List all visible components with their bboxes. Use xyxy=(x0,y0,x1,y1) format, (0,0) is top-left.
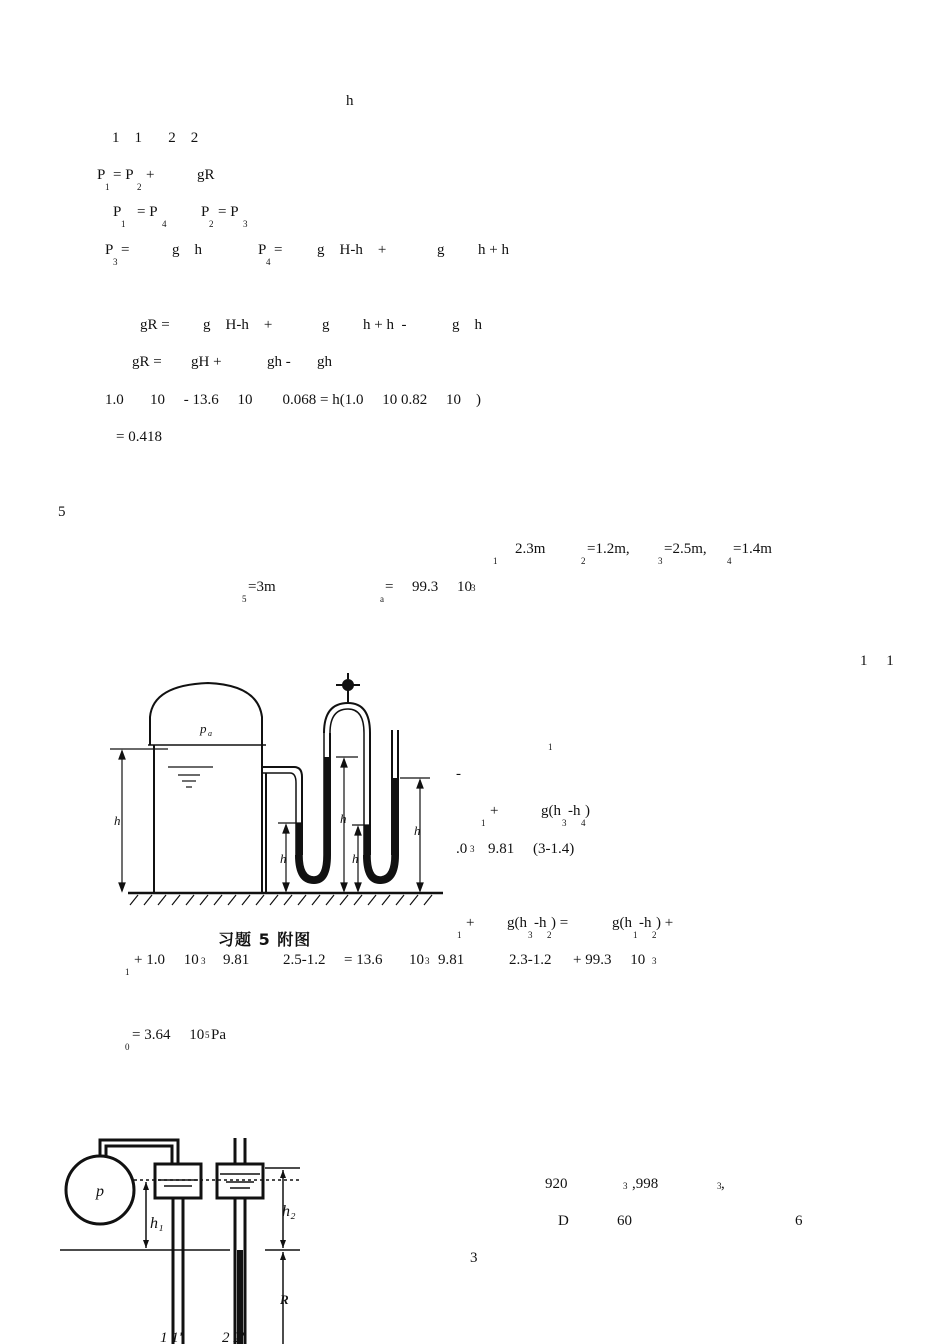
eq2-eq1: = P xyxy=(137,204,158,220)
sub: 1 xyxy=(633,930,638,940)
eq1-p: P xyxy=(97,167,106,183)
eq1-eq: = P xyxy=(113,167,134,183)
eq5-gh3: gh xyxy=(317,354,332,370)
eq5-gr: gR = xyxy=(132,354,162,370)
eq-p6-b: 9.81 (3-1.4) xyxy=(488,841,575,857)
given-sub: 3 xyxy=(658,556,663,566)
dim-60: 60 xyxy=(617,1213,632,1229)
label-h4: h xyxy=(280,851,287,866)
given-h3: =2.5m, xyxy=(664,541,707,557)
eq1-gr: gR xyxy=(197,167,215,183)
eq5-gh: gH + xyxy=(191,354,222,370)
eq-p7-g: g(h xyxy=(507,915,527,931)
eq2-sub: 4 xyxy=(162,219,167,229)
eq3-eq: = xyxy=(121,242,130,258)
eq-dash: - xyxy=(456,766,461,782)
given-sub: 1 xyxy=(493,556,498,566)
sup: 3 xyxy=(623,1181,628,1191)
given-pa: 99.3 10 xyxy=(412,579,472,595)
given-sub: a xyxy=(380,594,384,604)
eq-p7-h2: -h xyxy=(639,915,652,931)
label-h3: h xyxy=(340,811,347,826)
svg-text:a: a xyxy=(208,729,212,738)
eq1-sub: 1 xyxy=(105,182,110,192)
eq-p7-eq: ) = xyxy=(551,915,569,931)
eq-n2: 9.81 xyxy=(223,952,250,968)
eq-n3: 2.5-1.2 xyxy=(283,952,326,968)
label-h1: h₁ xyxy=(150,1215,164,1232)
eq2-sub: 1 xyxy=(121,219,126,229)
section-11: 1 1 xyxy=(860,653,894,669)
label-22: 2 2' xyxy=(222,1330,244,1344)
eq-final-unit: Pa xyxy=(211,1027,226,1043)
eq-p5-g: g(h xyxy=(541,803,561,819)
label-h1: h xyxy=(414,823,421,838)
eq3-p4: P xyxy=(258,242,267,258)
label-pa: p xyxy=(200,721,207,736)
density-920: 920 xyxy=(545,1176,568,1192)
given-sub: 2 xyxy=(581,556,586,566)
text-h: h xyxy=(346,93,354,109)
eq-p7-h: -h xyxy=(534,915,547,931)
dim-D: D xyxy=(558,1213,569,1229)
given-pa-eq: = xyxy=(385,579,394,595)
given-sub: 4 xyxy=(727,556,732,566)
eq-n8: + 99.3 10 xyxy=(573,952,646,968)
eq-p7-plus2: ) + xyxy=(656,915,674,931)
sup: 3 xyxy=(652,956,657,966)
eq-p7-g2: g(h xyxy=(612,915,632,931)
dim-6: 6 xyxy=(795,1213,803,1229)
eq4-gr: gR = xyxy=(140,317,170,333)
eq-p5-close: ) xyxy=(585,803,590,819)
label-R: R xyxy=(280,1292,289,1307)
sub: 0 xyxy=(125,1042,130,1052)
sub: 2 xyxy=(652,930,657,940)
problem-number: 5 xyxy=(58,504,66,520)
density-comma: , xyxy=(721,1176,725,1192)
given-h1: 2.3m xyxy=(515,541,546,557)
eq1-sub: 2 xyxy=(137,182,142,192)
sub: 1 xyxy=(548,742,553,752)
eq2-p2: P xyxy=(201,204,210,220)
sup: 3 xyxy=(717,1181,722,1191)
eq4-gh: g h xyxy=(452,317,482,333)
eq4-g: g xyxy=(322,317,330,333)
eq6-numeric: 1.0 10 - 13.6 10 0.068 = h(1.0 10 0.82 10 ) xyxy=(105,392,481,408)
eq3-eq2: = xyxy=(274,242,283,258)
label-11: 1 1' xyxy=(160,1330,182,1344)
eq1-plus: + xyxy=(146,167,155,183)
sub: 2 xyxy=(547,930,552,940)
label-h2: h xyxy=(352,851,359,866)
eq5-gh2: gh - xyxy=(267,354,291,370)
eq-p5-h: -h xyxy=(568,803,581,819)
sup: 5 xyxy=(205,1030,210,1040)
eq-n7: 2.3-1.2 xyxy=(509,952,552,968)
eq3-gh2: g H-h + xyxy=(317,242,387,258)
sub: 3 xyxy=(528,930,533,940)
eq-n5: 10 xyxy=(409,952,424,968)
eq2-sub: 3 xyxy=(243,219,248,229)
figure-5-caption: 习题 5 附图 xyxy=(218,930,312,949)
eq-final: = 3.64 10 xyxy=(132,1027,205,1043)
label-p: p xyxy=(96,1183,104,1200)
figure-6-diagram xyxy=(60,1130,310,1344)
eq-p6-a: .0 xyxy=(456,841,468,857)
sub: 1 xyxy=(125,967,130,977)
density-998: ,998 xyxy=(632,1176,659,1192)
text-3: 3 xyxy=(470,1250,478,1266)
eq3-g: g xyxy=(437,242,445,258)
eq3-sub: 4 xyxy=(266,257,271,267)
sub: 3 xyxy=(562,818,567,828)
eq2-eq2: = P xyxy=(218,204,239,220)
sup: 3 xyxy=(201,956,206,966)
given-h2: =1.2m, xyxy=(587,541,630,557)
eq4-hh: h + h - xyxy=(363,317,407,333)
label-h5: h xyxy=(114,813,121,828)
sup: 3 xyxy=(425,956,430,966)
label-h2: h₂ xyxy=(282,1203,296,1220)
sub: 1 xyxy=(481,818,486,828)
text-section-labels: 1 1 2 2 xyxy=(112,130,199,146)
given-sup: 3 xyxy=(471,583,476,593)
eq4-term1: g H-h + xyxy=(203,317,273,333)
eq3-hh: h + h xyxy=(478,242,509,258)
eq2-p1: P xyxy=(113,204,122,220)
sup: 3 xyxy=(470,844,475,854)
eq3-gh: g h xyxy=(172,242,202,258)
sub: 4 xyxy=(581,818,586,828)
given-h4: =1.4m xyxy=(733,541,772,557)
eq2-sub: 2 xyxy=(209,219,214,229)
sub: 1 xyxy=(457,930,462,940)
eq-n6: 9.81 xyxy=(438,952,465,968)
eq-n1: + 1.0 10 xyxy=(134,952,199,968)
eq-p7-plus: + xyxy=(466,915,475,931)
given-h5: =3m xyxy=(248,579,276,595)
eq3-sub: 3 xyxy=(113,257,118,267)
eq3-p3: P xyxy=(105,242,114,258)
eq7-result: = 0.418 xyxy=(116,429,162,445)
figure-5-diagram xyxy=(108,655,453,960)
eq-p5-plus: + xyxy=(490,803,499,819)
given-sub: 5 xyxy=(242,594,247,604)
eq-n4: = 13.6 xyxy=(344,952,383,968)
